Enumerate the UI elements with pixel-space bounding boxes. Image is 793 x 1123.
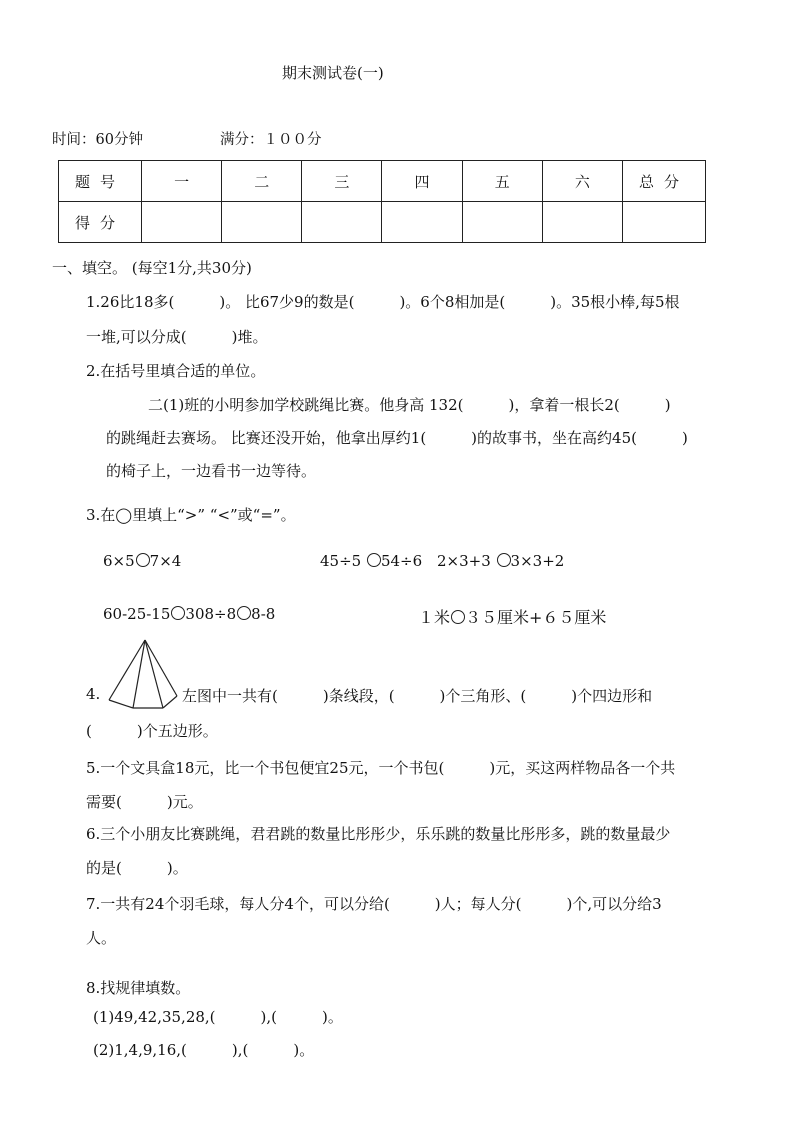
score-input-cell[interactable] — [542, 202, 622, 243]
score-input-cell[interactable] — [302, 202, 382, 243]
q8-heading: 8.找规律填数。 — [86, 979, 191, 997]
score-cell-total: 总分 — [623, 161, 706, 202]
compare-circle-icon[interactable] — [171, 606, 185, 620]
q3-item-b: 45÷5 54÷6 — [320, 552, 423, 570]
exam-full-score: 满分：１００分 — [220, 132, 322, 148]
score-cell-label: 题号 — [59, 161, 142, 202]
score-input-cell[interactable] — [623, 202, 706, 243]
q3-item-a: 6×5 7×4 — [103, 552, 182, 570]
q2-line3: 的椅子上，一边看书一边等待。 — [106, 462, 317, 480]
score-table-header-row — [59, 161, 706, 202]
score-cell-label: 得分 — [59, 202, 142, 243]
q6-line1: 6.三个小朋友比赛跳绳，君君跳的数量比彤彤少，乐乐跳的数量比彤彤多，跳的数量最少 — [86, 825, 671, 843]
page-title: 期末测试卷(一) — [282, 64, 384, 82]
compare-circle-icon[interactable] — [136, 553, 150, 567]
score-input-cell[interactable] — [142, 202, 222, 243]
q8-line1: (1)49,42,35,28,( ),( )。 — [93, 1008, 343, 1026]
score-table-score-row — [59, 202, 706, 243]
q7-line1: 7.一共有24个羽毛球，每人分4个，可以分给( )人；每人分( )个,可以分给3 — [86, 895, 662, 913]
score-input-cell[interactable] — [382, 202, 462, 243]
score-input-cell[interactable] — [462, 202, 542, 243]
q4-line1: 左图中一共有( )条线段，( )个三角形、( )个四边形和 — [182, 687, 653, 705]
q1-line2: 一堆,可以分成( )堆。 — [86, 328, 268, 346]
score-cell: 一 — [142, 161, 222, 202]
q3-item-d: 60-25-15 308÷8 8-8 — [103, 605, 276, 623]
score-cell: 二 — [222, 161, 302, 202]
pyramid-figure-icon — [107, 638, 179, 710]
q2-line2: 的跳绳赶去赛场。 比赛还没开始，他拿出厚约1( )的故事书，坐在高约45( ) — [106, 429, 688, 447]
q3-item-c: 2×3+3 3×3+2 — [437, 552, 565, 570]
q3-item-e: １米 ３５厘米+６５厘米 — [418, 608, 607, 627]
score-cell: 三 — [302, 161, 382, 202]
q3-heading: 3.在◯里填上“>” “<”或“=”。 — [86, 506, 296, 524]
compare-circle-icon[interactable] — [451, 610, 465, 624]
q7-line2: 人。 — [86, 929, 117, 947]
q6-line2: 的是( )。 — [86, 859, 188, 877]
score-cell: 四 — [382, 161, 462, 202]
compare-circle-icon[interactable] — [237, 606, 251, 620]
q8-line2: (2)1,4,9,16,( ),( )。 — [93, 1041, 315, 1059]
q2-line1: 二(1)班的小明参加学校跳绳比赛。他身高 132( )，拿着一根长2( ) — [148, 396, 671, 414]
q4-number: 4. — [86, 685, 101, 703]
q2-heading: 2.在括号里填合适的单位。 — [86, 362, 266, 380]
score-input-cell[interactable] — [222, 202, 302, 243]
compare-circle-icon[interactable] — [367, 553, 381, 567]
q5-line2: 需要( )元。 — [86, 793, 203, 811]
q4-line2: ( )个五边形。 — [86, 722, 218, 740]
score-cell: 五 — [462, 161, 542, 202]
section-heading: 一、填空。 (每空1分,共30分) — [52, 259, 252, 277]
exam-time: 时间：60分钟 — [52, 132, 143, 148]
score-table — [58, 160, 706, 243]
compare-circle-icon[interactable] — [497, 553, 511, 567]
q1-line1: 1.26比18多( )。 比67少9的数是( )。6个8相加是( )。35根小棒,每5根 — [86, 293, 680, 311]
q5-line1: 5.一个文具盒18元，比一个书包便宜25元，一个书包( )元，买这两样物品各一个共 — [86, 759, 676, 777]
score-cell: 六 — [542, 161, 622, 202]
